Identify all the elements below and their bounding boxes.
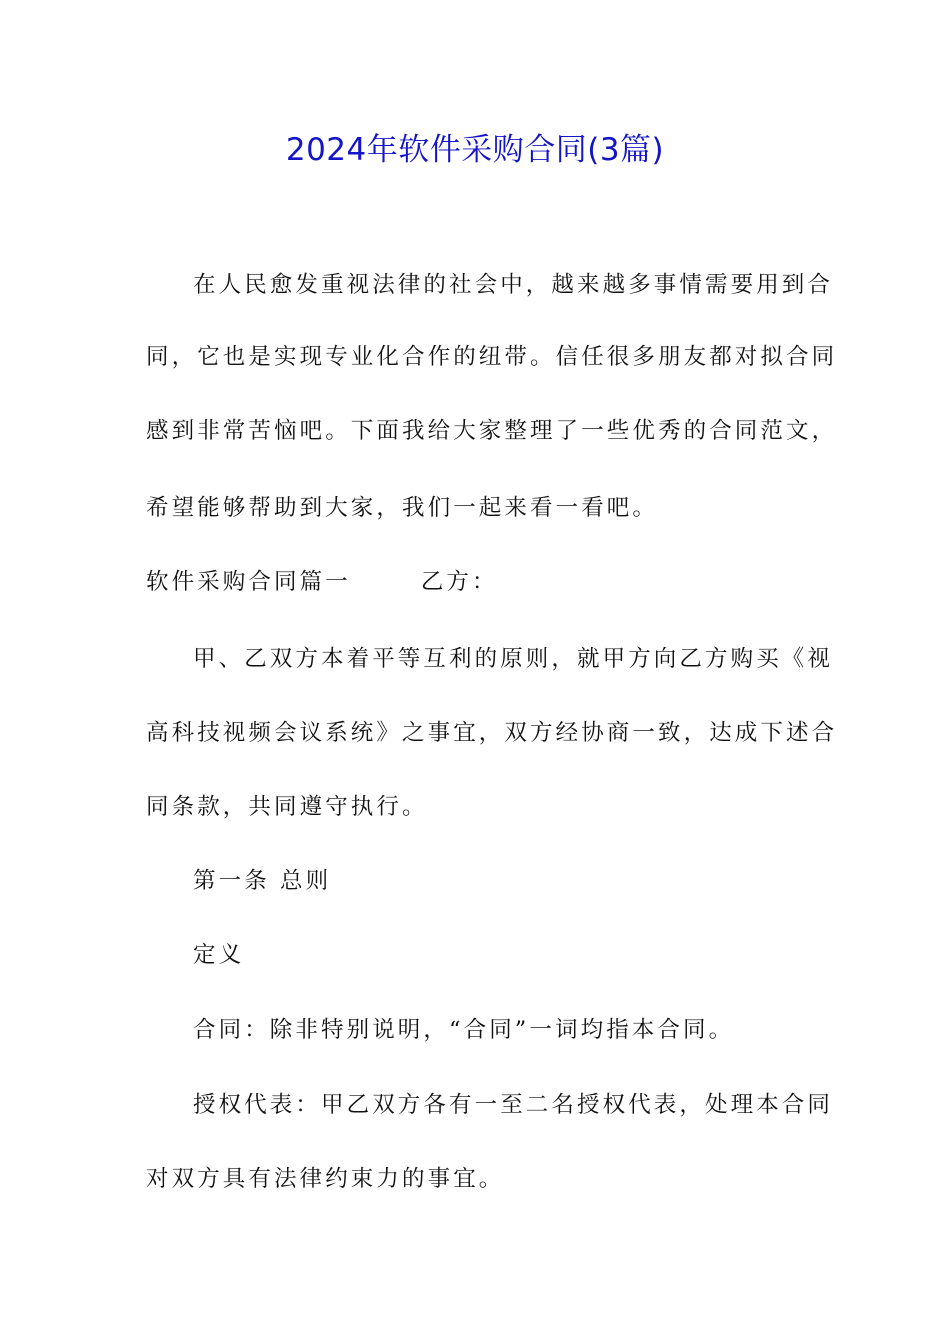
intro-line-3: 感到非常苦恼吧。下面我给大家整理了一些优秀的合同范文， <box>146 418 838 444</box>
definition-heading: 定义 <box>193 942 245 968</box>
rep-line-1: 授权代表：甲乙双方各有一至二名授权代表，处理本合同 <box>193 1092 834 1118</box>
intro-line-4: 希望能够帮助到大家，我们一起来看一看吧。 <box>146 495 659 521</box>
article-1-heading: 第一条 总则 <box>193 868 332 894</box>
body-line-3: 同条款，共同遵守执行。 <box>146 794 428 820</box>
section-heading: 软件采购合同篇一 <box>146 569 351 595</box>
body-line-1: 甲、乙双方本着平等互利的原则，就甲方向乙方购买《视 <box>193 646 834 672</box>
body-line-2: 高科技视频会议系统》之事宜，双方经协商一致，达成下述合 <box>146 720 838 746</box>
section-party: 乙方： <box>420 569 498 595</box>
document-title: 2024年软件采购合同(3篇) <box>285 132 665 168</box>
rep-line-2: 对双方具有法律约束力的事宜。 <box>146 1166 505 1192</box>
contract-definition: 合同：除非特别说明，“合同”一词均指本合同。 <box>193 1017 735 1043</box>
section-heading-line <box>146 565 498 599</box>
intro-line-1: 在人民愈发重视法律的社会中，越来越多事情需要用到合 <box>193 272 834 298</box>
intro-line-2: 同，它也是实现专业化合作的纽带。信任很多朋友都对拟合同 <box>146 344 838 370</box>
